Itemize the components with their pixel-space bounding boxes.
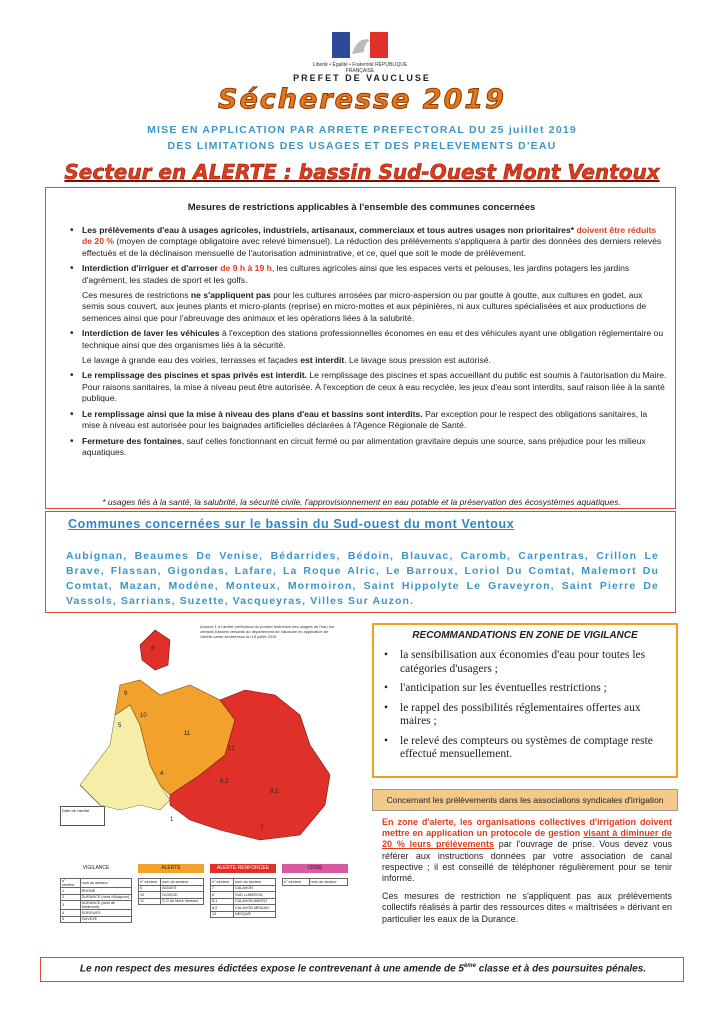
measure-3-bold: Interdiction de laver les véhicules — [82, 328, 220, 339]
legend-table-crise: n° secteur nom du secteur — [282, 878, 348, 886]
recommendations-list — [400, 649, 668, 768]
communes-title: Communes concernées sur le bassin du Sud-ouest du mont Ventoux — [68, 517, 515, 531]
measure-4-text: Le remplissage des piscines et spas accueillant du public est soumis à l'autorisation du Maire. Pour raisons sanitaires, la mise à niveau peut être autorisée. À l'exception de ceux à eau recyclée, les jeux d'eau sont interdits, sauf raison liée à la santé publique. — [82, 370, 667, 404]
communes-box — [45, 511, 676, 613]
footer-text: Le non respect des mesures édictées expose le contrevenant à une amende de 5ème classe et à des poursuites pénales. — [79, 963, 647, 975]
list-item: • la sensibilisation aux économies d'eau pour toutes les catégories d'usagers ; — [400, 649, 668, 676]
footer-box — [40, 957, 684, 982]
irrigation-text-1: par l'ouvrage de prise. Vous devez vous référer aux instructions données par votre association de canal respective ; il est conseillé de téléphoner régulièrement pour se tenir informé. — [382, 839, 672, 884]
measure-2-p2-bold: ne s'appliquent pas — [190, 290, 271, 301]
measure-3-p2-b: . Le lavage sous pression est autorisé. — [344, 355, 491, 366]
measure-2-p2-b: pour les cultures arrosées par micro-aspersion ou par goutte à goutte, aux cultures en godet, aux semis sous couvert, aux jeunes plants et micro-plants (reprise) en micro-mottes et aux pépinières, ni aux cultures spécialisées et aux productions de semences ainsi que pour l'abreuvage des animaux et les opérations liées à la salubrité. — [82, 290, 647, 323]
prefet-label: PREFET DE VAUCLUSE — [293, 73, 431, 83]
measure-item — [82, 409, 667, 432]
legend-vigilance: VIGILANCE — [82, 865, 110, 871]
page-title: Sécheresse 2019 — [218, 84, 506, 115]
measure-4-bold: Le remplissage des piscines et spas privés est interdit. — [82, 370, 307, 381]
legend-renforcee: ALERTE RENFORCEE — [210, 864, 276, 873]
map-label: 1 — [170, 817, 174, 823]
measure-6-bold: Fermeture des fontaines — [82, 435, 182, 446]
map-label: 11 — [184, 731, 191, 737]
map-label: 6 — [151, 646, 155, 652]
measure-2-bold: Interdiction d'irriguer et d'arroser — [82, 263, 218, 274]
irrigation-heading: Concernant les prélèvements dans les associations syndicales d'irrigation — [372, 789, 678, 811]
map-annex-caption: Annexe 1 à l'arrêté préfectoral du portant restriction des usages de l'eau sur certains bassins versants du département de Vaucluse en application de l'arrêté-cadre sécheresse du 15 juillet 2019 — [200, 624, 335, 639]
list-item: • le relevé des compteurs ou systèmes de comptage reste effectué mensuellement. — [400, 735, 668, 762]
measure-2-red: de 9 h à 19 h — [220, 263, 272, 274]
recommendations-title: RECOMMANDATIONS EN ZONE DE VIGILANCE — [412, 630, 638, 641]
map-label: 5 — [118, 723, 122, 729]
measure-1-red: doivent être réduits de 20 % — [82, 225, 657, 247]
list-item: • l'anticipation sur les éventuelles restrictions ; — [400, 682, 668, 696]
map-label: 8.1 — [270, 789, 279, 795]
legend-crise: CRISE — [282, 864, 348, 873]
measure-5-bold: Le remplissage ainsi que la mise à niveau des plans d'eau et bassins sont interdits. — [82, 408, 423, 419]
measure-item — [82, 436, 667, 459]
irrigation-underlined-text: visant à diminuer de 20 % leurs prélèvements — [382, 828, 672, 850]
measures-list — [82, 225, 667, 462]
legend-table-vigilance: n° secteur nom du secteur 1 RHONE 2 DURANCE (nord d'Avignon) 3 DURANCE (aval de Mallemort) 4 SORGUES 5 OUVEZE — [60, 878, 132, 923]
measure-item — [82, 370, 667, 404]
measure-5-text: Par exception pour le respect des obligations sanitaires, la mise à niveau est autorisée pour les baignades artificielles déclarées à l'Agence Régionale de Santé. — [82, 408, 648, 431]
measures-heading: Mesures de restrictions applicables à l'ensemble des communes concernées — [187, 202, 536, 213]
irrigation-red-text: En zone d'alerte, les organisations collectives d'irrigation doivent mettre en application un protocole de gestion — [382, 817, 672, 839]
map-label: 9 — [124, 691, 128, 697]
map-label: 12 — [228, 746, 235, 752]
measure-item — [82, 328, 667, 351]
date-label: Date de l'arrêté — [62, 808, 90, 813]
measures-box — [45, 187, 676, 509]
map-label: 4 — [160, 771, 164, 777]
subtitle-line-1: MISE EN APPLICATION PAR ARRETE PREFECTORAL DU 25 juillet 2019 — [147, 124, 577, 136]
sector-title: Secteur en ALERTE : bassin Sud-Ouest Mont Ventoux — [64, 160, 660, 184]
measure-1-bold: Les prélèvements d'eau à usages agricoles, industriels, artisanaux, commerciaux et tous autres usages non prioritaires* — [82, 225, 575, 235]
sector-map — [60, 625, 360, 855]
measure-1-text: (moyen de comptage obligatoire avec relevé bimensuel). La réduction des prélèvements s'appliquera à partir des données des derniers relevés effectués et de la déclinaison mensuelle de l'autorisation administrative, et ce, quel que soit le mode de prélèvement. — [82, 236, 662, 258]
map-label: 7 — [260, 826, 264, 832]
list-item: • le rappel des possibilités réglementaires offertes aux maires ; — [400, 702, 668, 729]
measure-3-text: à l'exception des stations professionnelles économes en eau et des véhicules ayant une obligation réglementaire ou technique ainsi que des organismes liés à la sécurité. — [82, 328, 664, 350]
measure-paragraph — [82, 355, 667, 366]
irrigation-text — [382, 817, 672, 932]
legend-table-renforcee: n° secteur nom du secteur 7 CALAVON 8 SUD LUBERON 8.1 CALAVON AMONT 8.2 CALAVON MEDIAN 12 NESQUE — [210, 878, 276, 918]
measure-6-text: , sauf celles fonctionnant en circuit fermé ou par alimentation gravitaire depuis une source, sans préjudice pour les milieux aquatiques. — [82, 435, 646, 457]
measure-paragraph — [82, 290, 667, 324]
map-zone-north — [140, 630, 170, 670]
recommendations-box — [372, 623, 678, 778]
map-label: 8.2 — [220, 779, 229, 785]
footnote: * usages liés à la santé, la salubrité, la sécurité civile, l'approvisionnement en eau potable et la préservation des écosystèmes aquatiques. — [102, 497, 621, 507]
communes-list: Aubignan, Beaumes De Venise, Bédarrides, Bédoin, Blauvac, Caromb, Carpentras, Crillon Le Brave, Flassan, Gigondas, Lafare, La Roque Alric, Le Barroux, Loriol Du Comtat, Malemort Du Comtat, Mazan, Modéne, Monteux, Mormoiron, Saint Hippolyte Le Graveyron, Saint Pierre De Vassols, Sarrians, Suzette, Vacqueyras, Villes Sur Auzon. — [66, 550, 659, 607]
measure-2-text: , les cultures agricoles ainsi que les espaces verts et pelouses, les jardins potagers les jardins d'agrément, les stades de sport et les golfs. — [82, 263, 630, 285]
legend-alerte: ALERTE — [138, 864, 204, 873]
measure-item — [82, 263, 667, 286]
map-label: 10 — [140, 713, 147, 719]
measure-item — [82, 225, 667, 259]
irrigation-text-2: Ces mesures de restriction ne s'appliquent pas aux prélèvements collectifs réalisés à partir des ressources dites « maîtrisées » dérivant en particulier les eaux de la Durance. — [382, 891, 672, 924]
measure-3-p2-a: Le lavage à grande eau des voiries, terrasses et façades — [82, 355, 298, 366]
measure-2-p2-a: Ces mesures de restrictions — [82, 290, 189, 301]
legend-table-alerte: n° secteur nom du secteur 6 AIGUES 10 OUVEZE 11 S-O du Mont Ventoux — [138, 878, 204, 905]
logo-text: Liberté • Égalité • Fraternité RÉPUBLIQUE FRANÇAISE — [312, 62, 408, 74]
subtitle-line-2: DES LIMITATIONS DES USAGES ET DES PRELEVEMENTS D'EAU — [167, 140, 557, 152]
measure-3-p2-bold: est interdit — [300, 355, 345, 366]
